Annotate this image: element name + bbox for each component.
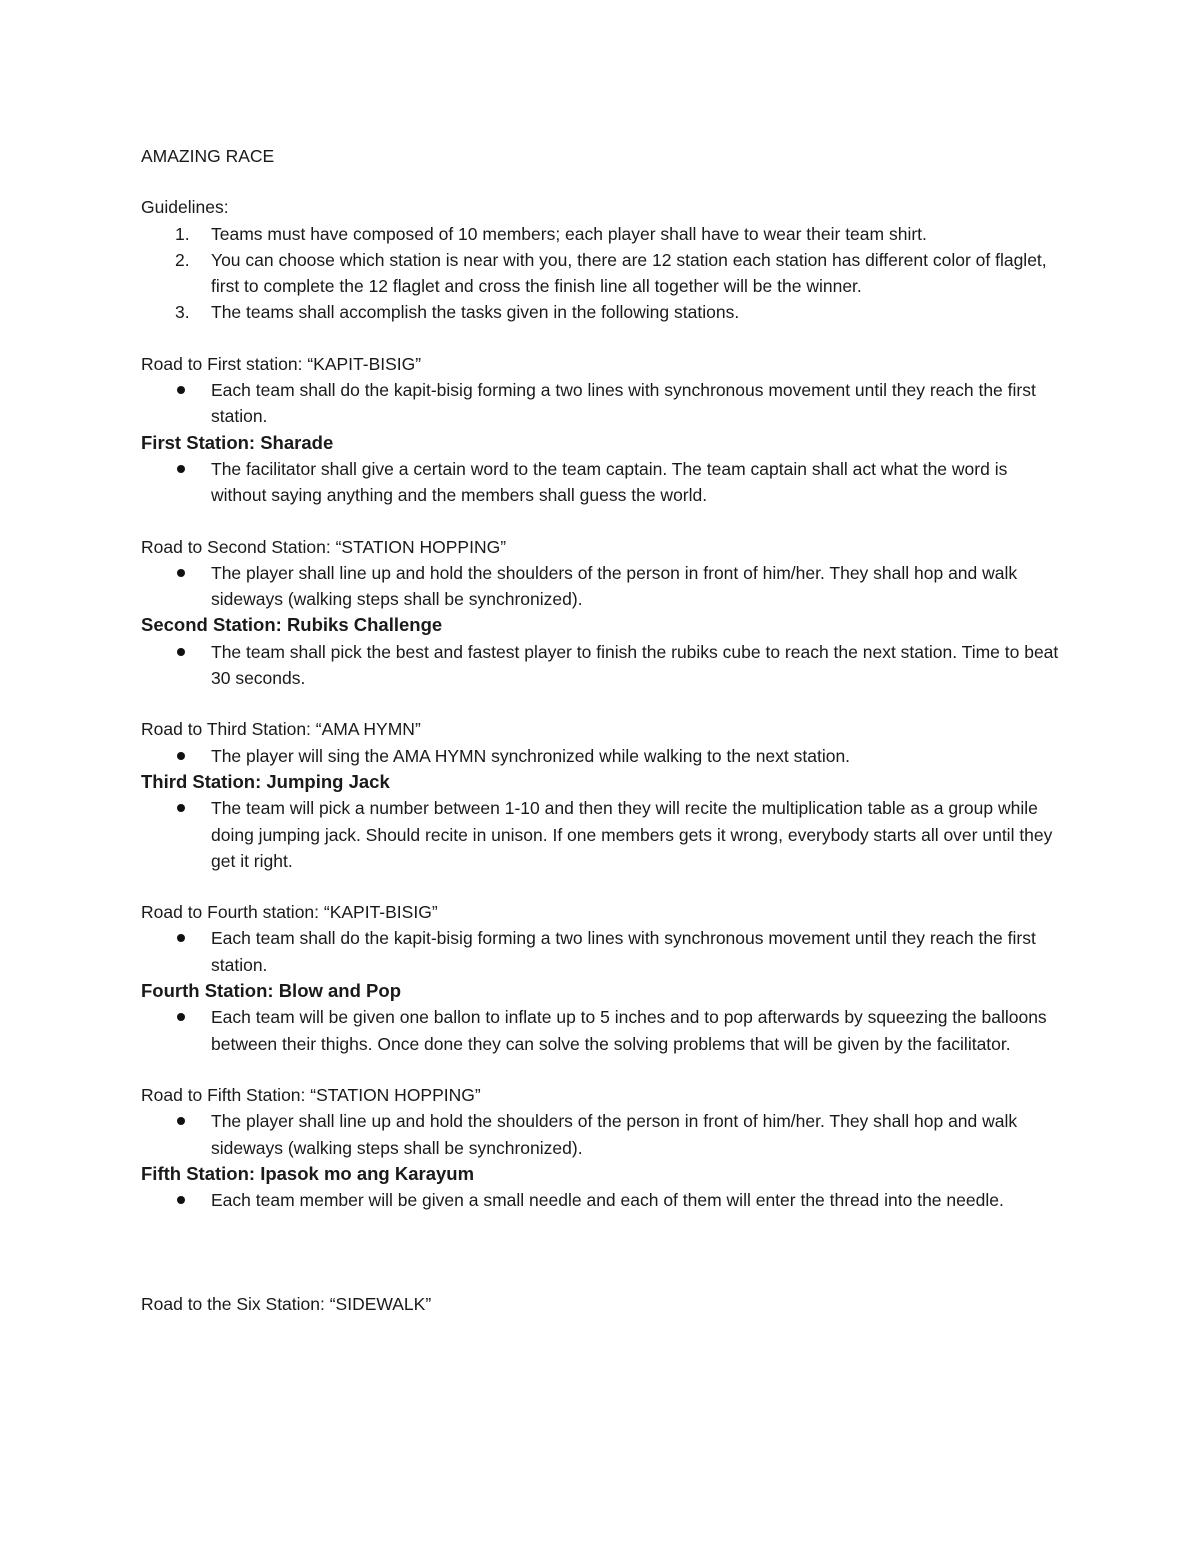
bullet-item (141, 1108, 1061, 1161)
document-page (141, 143, 1061, 1318)
bullet-icon (177, 804, 185, 812)
bullet-icon (177, 1196, 185, 1204)
road-heading: Road to Fourth station: “KAPIT-BISIG” (141, 902, 438, 923)
document-title: AMAZING RACE (141, 146, 275, 166)
station-section (141, 1082, 1061, 1213)
guidelines-label: Guidelines: (141, 197, 229, 218)
station-section (141, 534, 1061, 692)
bullet-icon (177, 465, 185, 473)
road-bullets (141, 925, 1061, 978)
station-section (141, 899, 1061, 1057)
guideline-number: 1. (175, 223, 190, 244)
bullet-text: The player will sing the AMA HYMN synchronized while walking to the next station. (211, 745, 851, 766)
bullet-text: Each team shall do the kapit-bisig forming a two lines with synchronous movement until they reach the first station. (211, 380, 1036, 427)
road-heading: Road to Third Station: “AMA HYMN” (141, 719, 421, 740)
bullet-text: The player shall line up and hold the shoulders of the person in front of him/her. They shall hop and walk sideways (walking steps shall be synchronized). (211, 1111, 1018, 1158)
station-heading: Fourth Station: Blow and Pop (141, 980, 401, 1002)
station-bullets (141, 1004, 1061, 1057)
bullet-text: Each team shall do the kapit-bisig forming a two lines with synchronous movement until they reach the first station. (211, 928, 1036, 975)
station-bullets (141, 795, 1061, 874)
bullet-text: The team will pick a number between 1-10 and then they will recite the multiplication table as a group while doing jumping jack. Should recite in unison. If one members gets it wrong, everybody starts all over until they get it right. (211, 798, 1053, 871)
bullet-icon (177, 648, 185, 656)
road-bullets (141, 560, 1061, 613)
bullet-icon (177, 752, 185, 760)
station-bullets (141, 639, 1061, 692)
station-bullets (141, 1187, 1061, 1213)
bullet-item (141, 1004, 1061, 1057)
guideline-item (141, 299, 1061, 325)
bullet-text: Each team member will be given a small needle and each of them will enter the thread into the needle. (211, 1190, 1004, 1211)
bullet-item (141, 925, 1061, 978)
bullet-icon (177, 1013, 185, 1021)
guideline-text: You can choose which station is near with you, there are 12 station each station has different color of flaglet, first to complete the 12 flaglet and cross the finish line all together will be the winner. (211, 249, 1047, 297)
bullet-icon (177, 1117, 185, 1125)
bullet-text: The facilitator shall give a certain word to the team captain. The team captain shall act what the word is without saying anything and the members shall guess the world. (211, 458, 1008, 506)
bullet-icon (177, 569, 185, 577)
guideline-text: The teams shall accomplish the tasks given in the following stations. (211, 302, 740, 323)
guideline-number: 3. (175, 302, 190, 323)
bullet-item (141, 456, 1061, 509)
bullet-item (141, 560, 1061, 613)
station-section (141, 351, 1061, 509)
guidelines-list (141, 221, 1061, 326)
guideline-number: 2. (175, 249, 190, 270)
bullet-item (141, 743, 1061, 769)
station-section (141, 716, 1061, 874)
road-bullets (141, 743, 1061, 769)
bullet-text: The player shall line up and hold the shoulders of the person in front of him/her. They shall hop and walk sideways (walking steps shall be synchronized). (211, 562, 1018, 610)
bullet-text: The team shall pick the best and fastest player to finish the rubiks cube to reach the next station. Time to beat 30 seconds. (211, 641, 1059, 689)
bullet-icon (177, 386, 185, 394)
guideline-text: Teams must have composed of 10 members; each player shall have to wear their team shirt. (211, 223, 927, 244)
bullet-item (141, 1187, 1061, 1213)
bullet-item (141, 795, 1061, 874)
station-heading: Fifth Station: Ipasok mo ang Karayum (141, 1162, 475, 1184)
station-heading: Second Station: Rubiks Challenge (141, 614, 443, 636)
road-bullets (141, 377, 1061, 430)
bullet-icon (177, 934, 185, 942)
bullet-text: Each team will be given one ballon to inflate up to 5 inches and to pop afterwards by squeezing the balloons between their thighs. Once done they can solve the solving problems that will be given by the facilitator. (211, 1007, 1047, 1054)
guideline-item (141, 247, 1061, 300)
road-heading: Road to Second Station: “STATION HOPPING” (141, 536, 507, 557)
road-heading: Road to the Six Station: “SIDEWALK” (141, 1294, 432, 1315)
bullet-item (141, 639, 1061, 692)
station-bullets (141, 456, 1061, 509)
station-heading: First Station: Sharade (141, 431, 334, 453)
guideline-item (141, 221, 1061, 247)
station-heading: Third Station: Jumping Jack (141, 770, 390, 792)
bullet-item (141, 377, 1061, 430)
road-heading: Road to First station: “KAPIT-BISIG” (141, 353, 422, 374)
road-heading: Road to Fifth Station: “STATION HOPPING” (141, 1084, 481, 1105)
road-bullets (141, 1108, 1061, 1161)
